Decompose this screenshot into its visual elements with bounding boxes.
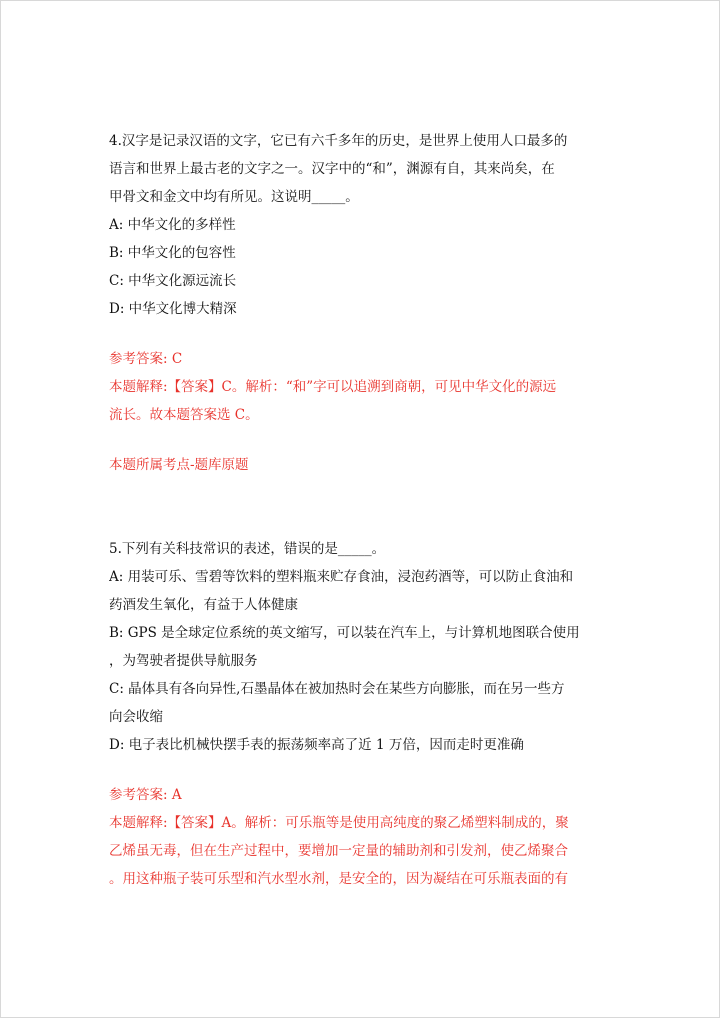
option-a: A: 用装可乐、雪碧等饮料的塑料瓶来贮存食油，浸泡药酒等，可以防止食油和	[109, 569, 574, 585]
option-c: C: 中华文化源远流长	[109, 273, 237, 289]
option-d: D: 中华文化博大精深	[109, 301, 237, 317]
explanation-line: 。用这种瓶子装可乐型和汽水型水剂，是安全的，因为凝结在可乐瓶表面的有	[109, 871, 568, 887]
reference-answer: 参考答案: A	[109, 787, 182, 803]
question-stem-line: 甲骨文和金文中均有所见。这说明_____。	[109, 189, 359, 205]
question-5	[109, 535, 609, 893]
question-stem-line: 5.下列有关科技常识的表述，错误的是_____。	[109, 541, 386, 557]
explanation-line: 本题解释:【答案】C。解析：“和”字可以追溯到商朝，可见中华文化的源远	[109, 379, 557, 395]
option-b-continued: ，为驾驶者提供导航服务	[109, 653, 258, 669]
topic-tag: 本题所属考点-题库原题	[109, 457, 249, 473]
explanation-line: 本题解释:【答案】A。解析：可乐瓶等是使用高纯度的聚乙烯塑料制成的，聚	[109, 815, 569, 831]
question-stem-line: 4.汉字是记录汉语的文字，它已有六千多年的历史，是世界上使用人口最多的	[109, 133, 568, 149]
option-a: A: 中华文化的多样性	[109, 217, 236, 233]
option-b: B: GPS 是全球定位系统的英文缩写，可以装在汽车上，与计算机地图联合使用	[109, 625, 580, 641]
option-c-continued: 向会收缩	[109, 709, 163, 725]
question-4	[109, 127, 609, 479]
option-c: C: 晶体具有各向异性,石墨晶体在被加热时会在某些方向膨胀，而在另一些方	[109, 681, 565, 697]
explanation-line: 流长。故本题答案选 C。	[109, 407, 259, 423]
explanation-line: 乙烯虽无毒，但在生产过程中，要增加一定量的辅助剂和引发剂，使乙烯聚合	[109, 843, 568, 859]
reference-answer: 参考答案: C	[109, 351, 183, 367]
document-content	[109, 127, 609, 893]
question-stem-line: 语言和世界上最古老的文字之一。汉字中的“和”，渊源有自，其来尚矣，在	[109, 161, 555, 177]
option-b: B: 中华文化的包容性	[109, 245, 236, 261]
option-a-continued: 药酒发生氧化，有益于人体健康	[109, 597, 298, 613]
option-d: D: 电子表比机械快摆手表的振荡频率高了近 1 万倍，因而走时更准确	[109, 737, 524, 753]
